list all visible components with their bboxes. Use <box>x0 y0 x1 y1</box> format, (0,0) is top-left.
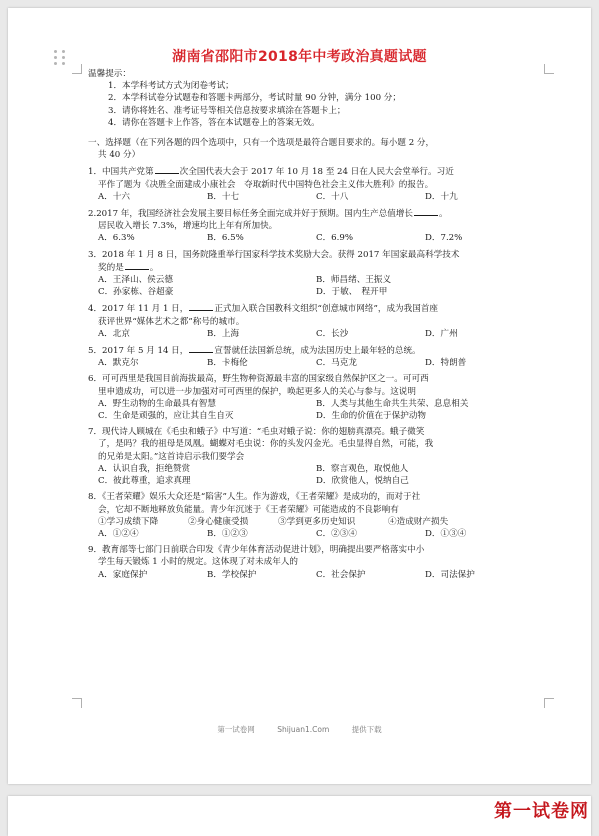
question-9 <box>88 544 534 581</box>
option-c: C．6.9% <box>316 233 354 244</box>
option-a: A．北京 <box>98 328 130 339</box>
question-text: 。 <box>149 262 159 273</box>
sub-item: ④造成财产损失 <box>388 516 449 527</box>
options-row <box>88 475 534 487</box>
options-row <box>88 398 534 410</box>
question-6 <box>88 373 534 422</box>
option-a: A．认识自我，拒绝赞赏 <box>98 463 191 474</box>
answer-blank <box>189 344 213 353</box>
question-text: 5．2017 年 5 月 14 日， <box>88 346 189 357</box>
option-d: D．广州 <box>425 328 458 339</box>
question-text: 次全国代表大会于 2017 年 10 月 18 至 24 日在人民大会堂举行。习近 <box>179 167 454 178</box>
answer-blank <box>125 261 149 270</box>
options-row <box>88 274 534 286</box>
options-row <box>88 286 534 298</box>
tip-item: 2．本学科试卷分试题卷和答题卡两部分，考试时量 90 分钟，满分 100 分； <box>108 93 401 104</box>
option-c: C．十八 <box>316 191 349 202</box>
option-d: D．十九 <box>425 191 458 202</box>
sub-item: ③学到更多历史知识 <box>278 516 356 527</box>
option-c: C．孙家栋、谷超豪 <box>98 287 174 298</box>
question-text: 宣誓就任法国新总统，成为法国历史上最年轻的总统。 <box>214 346 421 357</box>
question-text: 4．2017 年 11 月 1 日， <box>88 304 189 315</box>
section-heading: 一、选择题（在下列各题的四个选项中，只有一个选项是最符合题目要求的。每小题 2 分， <box>88 138 435 149</box>
footer-right: 提供下载 <box>351 725 382 734</box>
question-text: 了，是吗？我的祖母是凤凰。蝴蝶对毛虫说：你的头发闪金光。毛虫显得自然，可能，我 <box>98 439 434 450</box>
option-a: A．十六 <box>98 191 130 202</box>
question-text: 6．可可西里是我国目前海拔最高，野生物种资源最丰富的国家级自然保护区之一。可可西 <box>88 374 429 385</box>
options-row <box>88 410 534 422</box>
section-heading-cont: 共 40 分） <box>98 150 141 161</box>
option-d: D．①③④ <box>425 528 467 539</box>
options-row <box>88 528 534 540</box>
option-b: B．师昌绪、王振义 <box>316 275 392 286</box>
option-b: B．6.5% <box>207 233 244 244</box>
tip-item: 3．请你将姓名、准考证号等相关信息按要求填涂在答题卡上； <box>108 105 346 116</box>
question-5 <box>88 344 534 369</box>
question-7 <box>88 426 534 487</box>
option-b: B．学校保护 <box>207 569 257 580</box>
options-row <box>88 232 534 244</box>
answer-blank <box>414 207 438 216</box>
margin-corner-mark <box>544 698 554 708</box>
options-row <box>88 357 534 369</box>
question-1 <box>88 165 534 203</box>
option-c: C．马克龙 <box>316 358 357 369</box>
question-text: 居民收入增长 7.3%，增速均比上年有所加快。 <box>98 221 278 232</box>
option-d: D．特朗普 <box>425 358 467 369</box>
option-a: A．6.3% <box>98 233 135 244</box>
option-a: A．默克尔 <box>98 358 139 369</box>
question-3 <box>88 249 534 299</box>
document-page <box>8 8 591 784</box>
option-c: C．长沙 <box>316 328 349 339</box>
sub-item: ②身心健康受损 <box>188 516 249 527</box>
option-c: C．②③④ <box>316 528 357 539</box>
question-text: 7．现代诗人顾城在《毛虫和蛾子》中写道：“毛虫对蛾子说：你的翅膀真漂亮。蛾子微笑 <box>88 427 425 438</box>
question-text: 1．中国共产党第 <box>88 167 154 178</box>
question-text: 奖的是 <box>98 262 124 273</box>
footer-center: Shijuan1.Com <box>277 725 330 734</box>
option-a: A．家庭保护 <box>98 569 148 580</box>
footer-left: 第一试卷网 <box>217 725 255 734</box>
option-d: D．欣赏他人，悦纳自己 <box>316 476 409 487</box>
sub-item: ①学习成绩下降 <box>98 516 159 527</box>
sub-items-row <box>88 516 534 528</box>
option-c: C．社会保护 <box>316 569 366 580</box>
option-a: A．野生动物的生命最具有智慧 <box>98 398 216 409</box>
options-row <box>88 191 534 203</box>
question-text: 平作了题为《决胜全面建成小康社会 夺取新时代中国特色社会主义伟大胜利》的报告。 <box>98 179 434 190</box>
question-text: 的兄弟是太阳。”这首诗启示我们要学会 <box>98 451 245 462</box>
question-text: 3．2018 年 1 月 8 日，国务院隆重举行国家科学技术奖励大会。获得 2017 年国家最高科学技术 <box>88 249 460 260</box>
option-a: A．①②④ <box>98 528 139 539</box>
option-b: B．察言观色，取悦他人 <box>316 463 409 474</box>
question-text: 学生每天锻炼 1 小时的规定。这体现了对未成年人的 <box>98 557 298 568</box>
question-text: 正式加入联合国教科文组织“创意城市网络”，成为我国首座 <box>214 304 439 315</box>
question-text: 8．《王者荣耀》娱乐大众还是“陷害”人生。作为游戏，《王者荣耀》是成功的，而对于社 <box>88 492 421 503</box>
option-d: D．于敏、 程开甲 <box>316 287 388 298</box>
option-b: B．十七 <box>207 191 240 202</box>
question-text: 。 <box>439 209 448 220</box>
option-c: C．生命是顽强的，应让其自生自灭 <box>98 411 234 422</box>
option-c: C．彼此尊重，追求真理 <box>98 476 191 487</box>
question-8 <box>88 491 534 540</box>
option-b: B．①②③ <box>207 528 248 539</box>
options-row <box>88 328 534 340</box>
option-d: D．司法保护 <box>425 569 475 580</box>
options-row <box>88 569 534 581</box>
page-footer <box>8 724 591 735</box>
question-text: 会，它却不断地释放负能量。青少年沉迷于《王者荣耀》可能造成的不良影响有 <box>98 504 399 515</box>
option-b: B．人类与其他生命共生共荣、息息相关 <box>316 398 469 409</box>
answer-blank <box>189 302 213 311</box>
document-body <box>88 68 534 581</box>
question-2 <box>88 207 534 245</box>
site-watermark: 第一试卷网 <box>494 801 589 822</box>
question-text: 获评世界“媒体艺术之都”称号的城市。 <box>98 316 245 327</box>
option-b: B．上海 <box>207 328 240 339</box>
option-a: A．王泽山、侯云德 <box>98 275 173 286</box>
question-text: 2.2017 年，我国经济社会发展主要目标任务全面完成并好于预期。国内生产总值增长 <box>88 209 413 220</box>
tip-item: 4．请你在答题卡上作答，答在本试题卷上的答案无效。 <box>108 117 320 128</box>
margin-corner-mark <box>72 698 82 708</box>
options-row <box>88 463 534 475</box>
option-b: B．卡梅伦 <box>207 358 248 369</box>
option-d: D．生命的价值在于保护动物 <box>316 411 427 422</box>
question-text: 里申遗成功，可以进一步加强对可可西里的保护，唤起更多人的关心与参与。这说明 <box>98 386 416 397</box>
answer-blank <box>155 165 179 174</box>
tip-item: 1．本学科考试方式为闭卷考试； <box>108 81 234 92</box>
question-4 <box>88 302 534 340</box>
page-title: 湖南省邵阳市2018年中考政治真题试题 <box>172 49 427 65</box>
tips-heading: 温馨提示： <box>88 69 131 79</box>
question-text: 9．教育部等七部门日前联合印发《青少年体育活动促进计划》，明确提出要严格落实中小 <box>88 545 425 556</box>
option-d: D．7.2% <box>425 233 463 244</box>
